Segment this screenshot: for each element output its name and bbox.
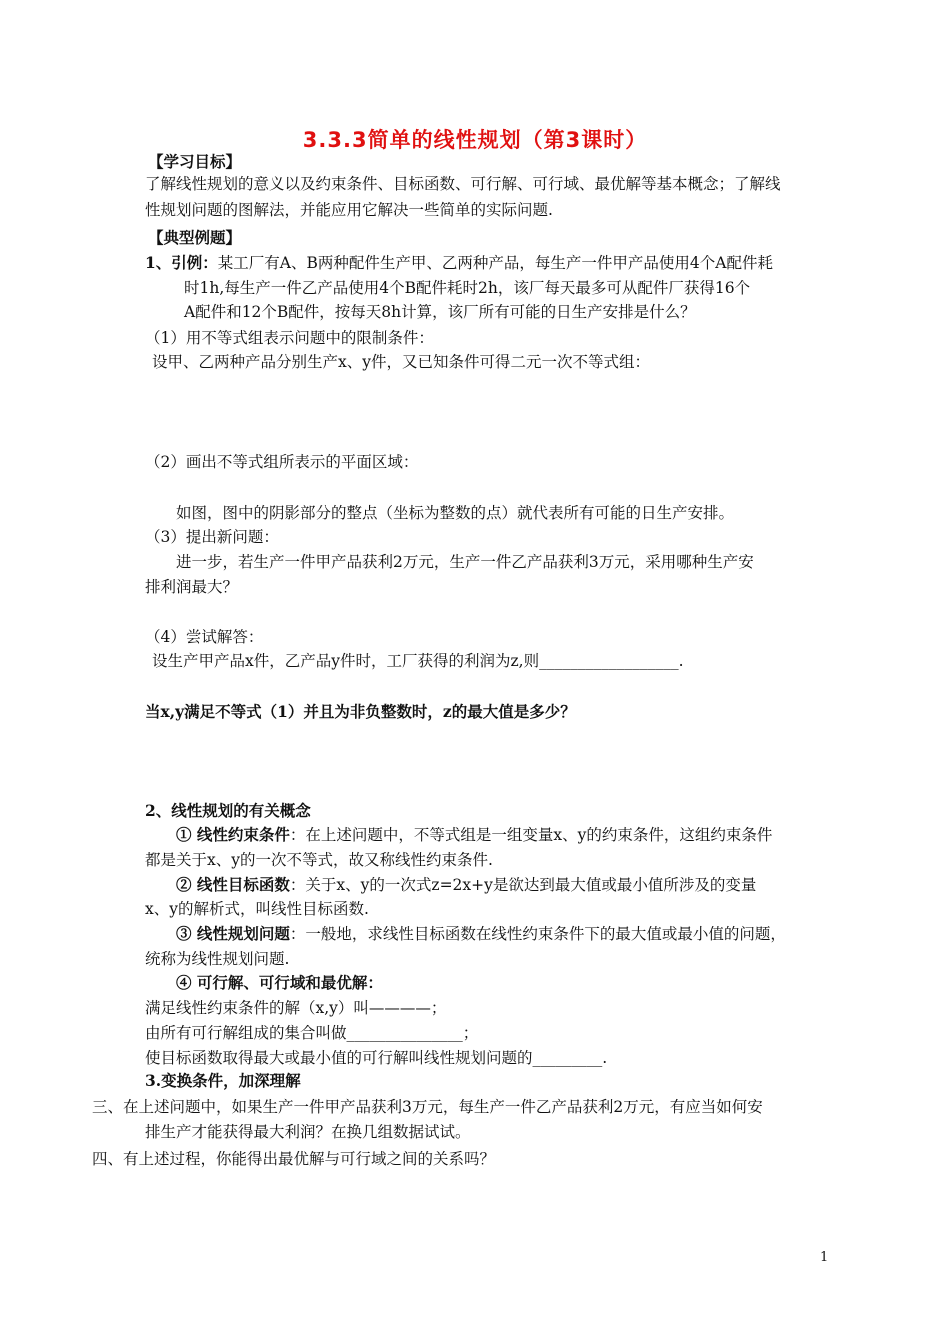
section-3-heading: 3.变换条件，加深理解 (145, 1071, 301, 1090)
concept-3-line-2: 统称为线性规划问题. (145, 950, 290, 968)
concept-4-label: ④ 可行解、可行域和最优解： (176, 973, 383, 992)
question-4: （4）尝试解答： (145, 628, 264, 646)
concept-1-text: ：在上述问题中，不等式组是一组变量x、y的约束条件，这组约束条件 (289, 826, 773, 844)
objectives-line-2: 性规划问题的图解法，并能应用它解决一些简单的实际问题. (145, 201, 553, 219)
page-number: 1 (820, 1250, 829, 1265)
question-4-text: 设生产甲产品x件，乙产品y件时，工厂获得的利润为z,则__________________. (152, 652, 684, 670)
concept-3-text: ：一般地，求线性目标函数在线性约束条件下的最大值或最小值的问题， (289, 925, 786, 943)
page-title: 3.3.3简单的线性规划（第3课时） (302, 128, 648, 152)
item-3-line-1: 三、在上述问题中，如果生产一件甲产品获利3万元，每生产一件乙产品获利2万元，有应当如何安 (92, 1098, 763, 1116)
intro-line-1 (145, 253, 773, 273)
concept-1-line-1 (176, 825, 772, 845)
concept-3-label: ③ 线性规划问题 (176, 924, 290, 943)
intro-line-2: 时1h,每生产一件乙产品使用4个B配件耗时2h，该厂每天最多可从配件厂获得16个 (184, 279, 751, 297)
concept-4-line-3: 使目标函数取得最大或最小值的可行解叫线性规划问题的_________. (145, 1049, 608, 1067)
concept-1-line-2: 都是关于x、y的一次不等式，故又称线性约束条件. (145, 851, 493, 869)
question-3-line-2: 排利润最大？ (145, 578, 239, 596)
intro-text-1: 某工厂有A、B两种配件生产甲、乙两种产品，每生产一件甲产品使用4个A配件耗 (217, 254, 773, 272)
concept-2-label: ② 线性目标函数 (176, 875, 290, 894)
concept-3-line-1 (176, 924, 786, 944)
concepts-heading: 2、线性规划的有关概念 (145, 801, 311, 820)
question-2: （2）画出不等式组所表示的平面区域： (145, 453, 419, 471)
concept-2-text: ：关于x、y的一次式z=2x+y是欲达到最大值或最小值所涉及的变量 (289, 876, 757, 894)
question-2-text: 如图，图中的阴影部分的整点（坐标为整数的点）就代表所有可能的日生产安排。 (176, 504, 735, 522)
intro-line-3: A配件和12个B配件，按每天8h计算，该厂所有可能的日生产安排是什么？ (184, 303, 696, 321)
concept-4-line-2: 由所有可行解组成的集合叫做_______________； (145, 1024, 479, 1042)
item-3-line-2: 排生产才能获得最大利润？在换几组数据试试。 (145, 1123, 471, 1141)
concept-2-line-2: x、y的解析式，叫线性目标函数. (145, 900, 369, 918)
objectives-heading: 【学习目标】 (148, 152, 242, 171)
concept-1-label: ① 线性约束条件 (176, 825, 290, 844)
concept-2-line-1 (176, 875, 756, 895)
bold-question: 当x,y满足不等式（1）并且为非负整数时，z的最大值是多少？ (145, 702, 576, 721)
question-3: （3）提出新问题： (145, 528, 279, 546)
concept-4-line-1: 满足线性约束条件的解（x,y）叫————； (145, 999, 447, 1017)
question-1-text: 设甲、乙两种产品分别生产x、y件，又已知条件可得二元一次不等式组： (152, 353, 651, 371)
item-4: 四、有上述过程，你能得出最优解与可行域之间的关系吗？ (92, 1150, 496, 1168)
question-3-line-1: 进一步，若生产一件甲产品获利2万元，生产一件乙产品获利3万元，采用哪种生产安 (176, 553, 754, 571)
objectives-line-1: 了解线性规划的意义以及约束条件、目标函数、可行解、可行域、最优解等基本概念；了解线 (145, 175, 781, 193)
examples-heading: 【典型例题】 (148, 228, 242, 247)
question-1: （1）用不等式组表示问题中的限制条件： (145, 329, 434, 347)
intro-label: 1、引例： (145, 253, 218, 272)
